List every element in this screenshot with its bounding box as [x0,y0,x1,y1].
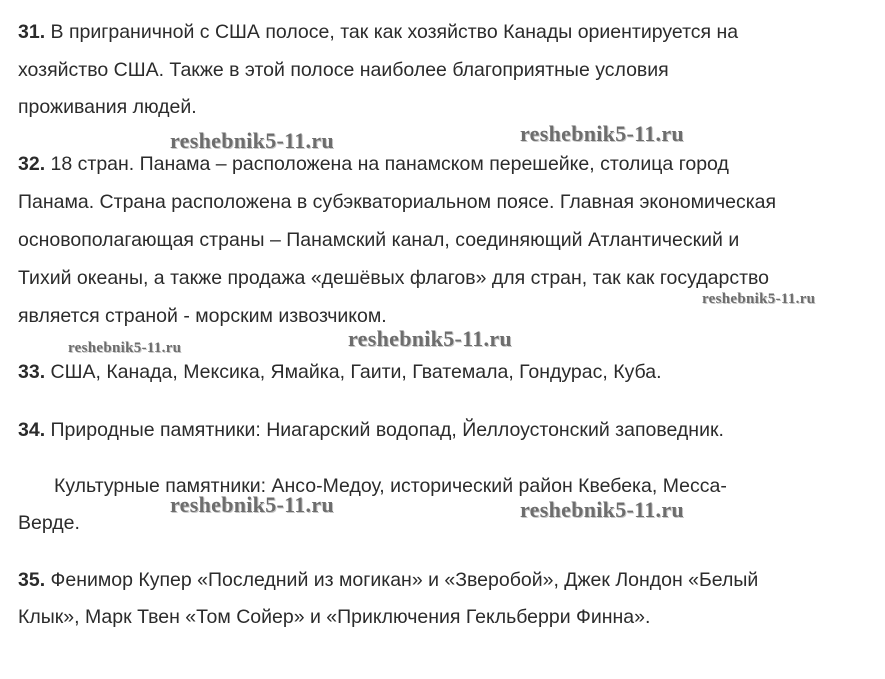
watermark: reshebnik5-11.ru [520,497,684,522]
answer-35-line-1 [18,568,758,592]
answer-31-line-3: проживания людей. [18,96,197,118]
answer-32-text: 18 стран. Панама – расположена на панамском перешейке, столица город [45,153,729,175]
answer-32-line-4: Тихий океаны, а также продажа «дешёвых флагов» для стран, так как государство [18,267,769,289]
answer-31-line-1 [18,20,738,44]
answer-34-text: Природные памятники: Ниагарский водопад, Йеллоустонский заповедник. [45,419,724,441]
answer-35-number: 35. [18,569,46,591]
watermark: reshebnik5-11.ru [702,291,816,307]
answer-33-line-1 [18,360,662,384]
answer-33-text: США, Канада, Мексика, Ямайка, Гаити, Гватемала, Гондурас, Куба. [45,361,662,383]
watermark: reshebnik5-11.ru [170,492,334,517]
answer-34-number: 34. [18,419,46,441]
answer-32-line-2: Панама. Страна расположена в субэкваториальном поясе. Главная экономическая [18,191,777,213]
answer-34-line-2: Культурные памятники: Ансо-Медоу, исторический район Квебека, Месса- [54,475,727,497]
watermark: reshebnik5-11.ru [68,340,182,356]
answer-34-line-3: Верде. [18,512,80,534]
answer-32-line-3: основополагающая страны – Панамский канал, соединяющий Атлантический и [18,229,740,251]
answer-31-line-2: хозяйство США. Также в этой полосе наиболее благоприятные условия [18,59,669,81]
watermark: reshebnik5-11.ru [170,128,334,153]
watermark: reshebnik5-11.ru [348,326,512,351]
answer-35-line-2: Клык», Марк Твен «Том Сойер» и «Приключения Гекльберри Финна». [18,606,651,628]
answer-32-line-5: является страной - морским извозчиком. [18,305,387,327]
answer-31-text: В приграничной с США полосе, так как хозяйство Канады ориентируется на [45,21,739,43]
answer-32-line-1 [18,152,729,176]
answer-34-line-1 [18,418,724,442]
answer-32-number: 32. [18,153,46,175]
answer-35-text: Фенимор Купер «Последний из могикан» и «Зверобой», Джек Лондон «Белый [45,569,759,591]
watermark: reshebnik5-11.ru [520,121,684,146]
answer-33-number: 33. [18,361,46,383]
answer-31-number: 31. [18,21,46,43]
